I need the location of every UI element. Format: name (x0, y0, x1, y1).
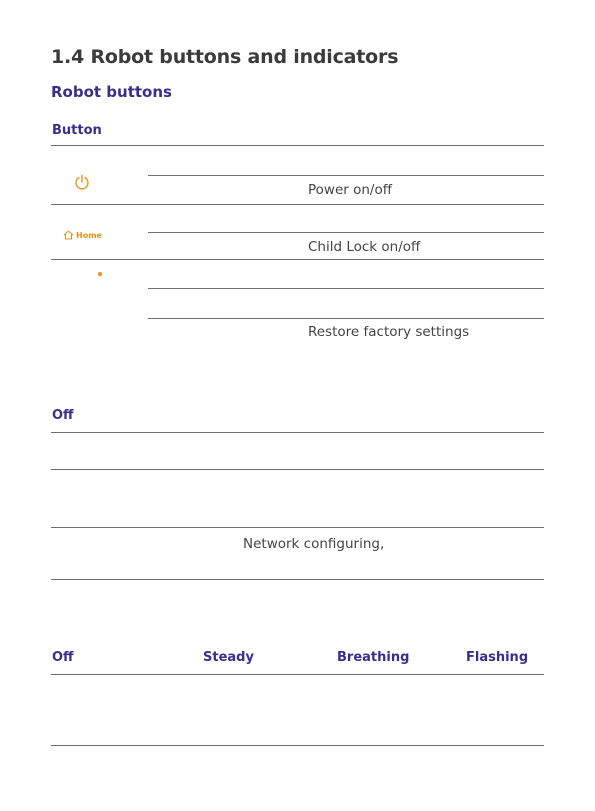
table-rule (51, 579, 544, 580)
table-rule (51, 204, 544, 205)
table-rule (51, 432, 544, 433)
column-header-off: Off (52, 408, 74, 423)
section-heading-robot-buttons: Robot buttons (51, 83, 172, 101)
column-header-off-2: Off (52, 650, 74, 665)
table-rule (51, 145, 544, 146)
table-rule (148, 318, 544, 319)
function-child-lock: Child Lock on/off (308, 239, 421, 255)
function-restore: Restore factory settings (308, 324, 470, 340)
table-rule (51, 259, 544, 260)
table-rule (148, 232, 544, 233)
table-rule (148, 288, 544, 289)
power-icon (74, 174, 90, 190)
column-header-button: Button (52, 123, 102, 138)
combo-button-dot (98, 272, 102, 276)
home-icon (63, 230, 74, 240)
column-header-steady: Steady (203, 650, 254, 665)
table-rule (148, 175, 544, 176)
home-button-glyph (63, 230, 102, 240)
status-network-configuring: Network configuring, (243, 536, 385, 552)
table-rule (51, 674, 544, 675)
table-rule (51, 745, 544, 746)
page-title: 1.4 Robot buttons and indicators (51, 46, 399, 68)
column-header-flashing: Flashing (466, 650, 529, 665)
home-label: Home (76, 230, 102, 240)
table-rule (51, 527, 544, 528)
column-header-breathing: Breathing (337, 650, 410, 665)
function-power: Power on/off (308, 182, 393, 198)
table-rule (51, 469, 544, 470)
